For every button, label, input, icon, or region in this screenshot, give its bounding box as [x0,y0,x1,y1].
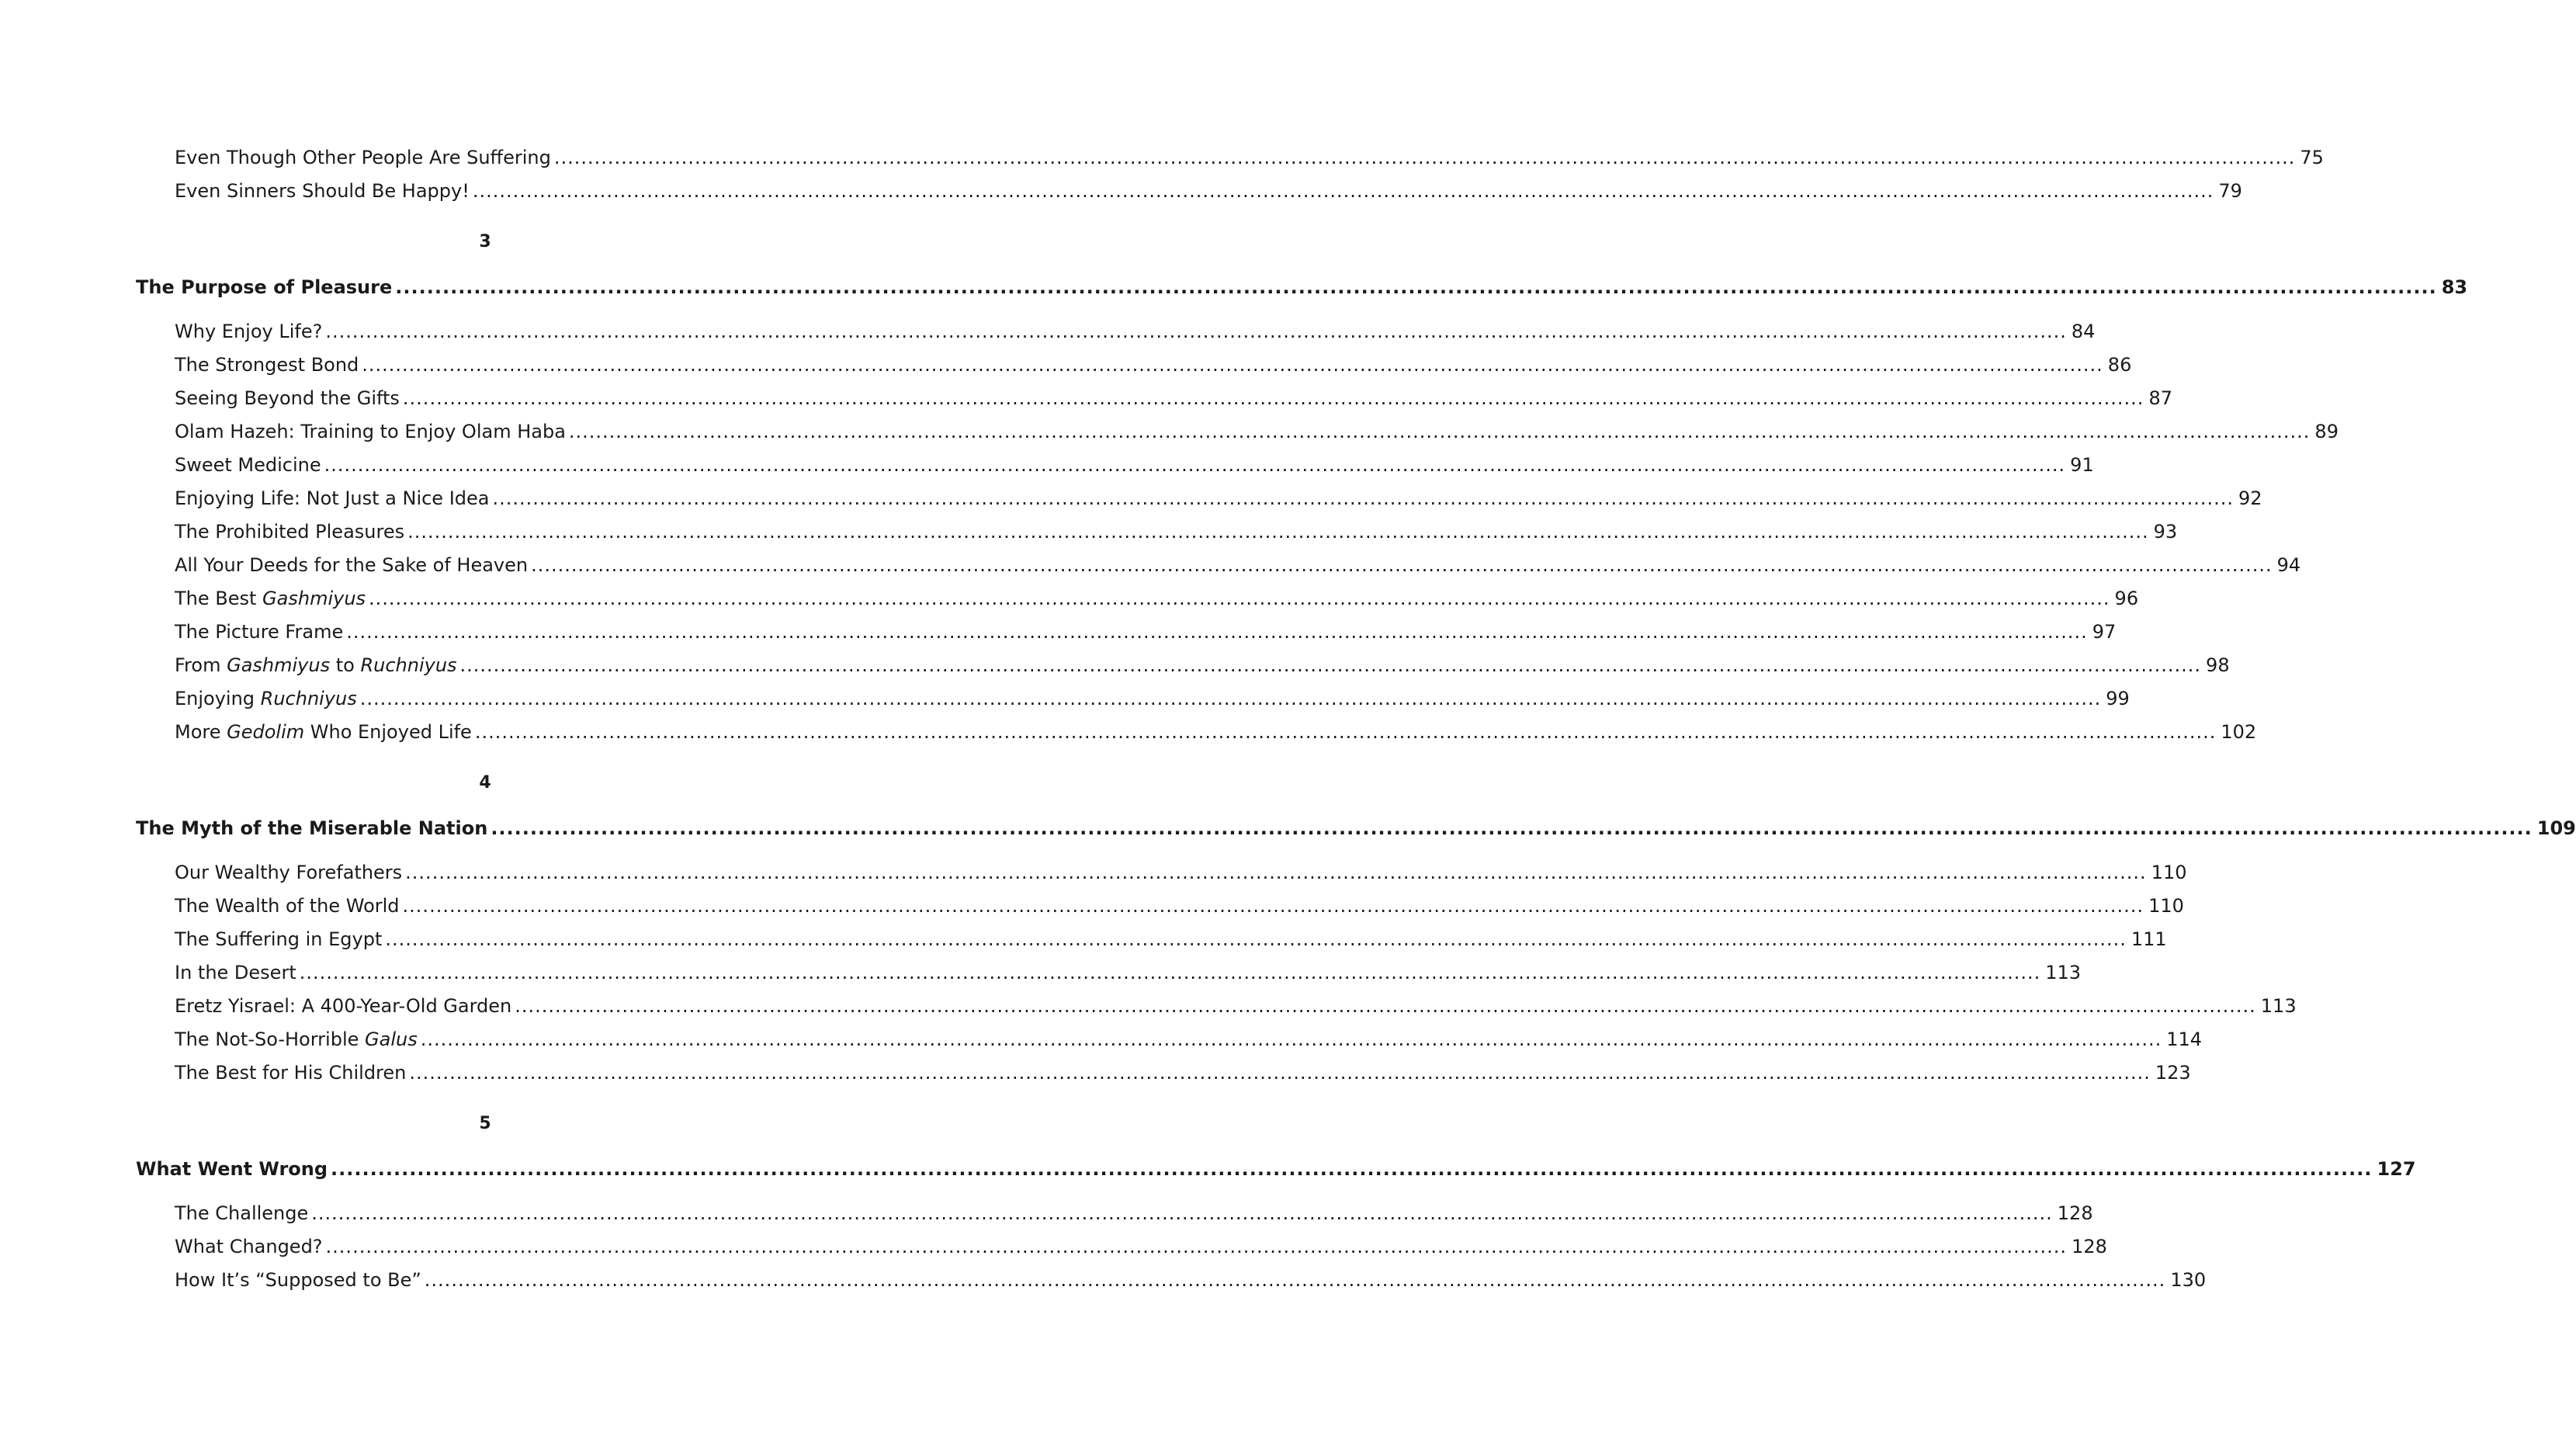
entry-title [175,585,366,612]
title-text: The Not-So-Horrible [175,1028,366,1050]
title-text: The Best [175,588,263,609]
toc-entry[interactable] [175,178,2242,204]
toc-chapter-entry[interactable] [136,815,2576,841]
title-text: What Changed? [175,1236,323,1257]
dot-leader: .................................................................................................................................................................................................................................................................... [311,1202,2053,1224]
entry-title [175,418,566,445]
entry-title [175,178,470,204]
entry-title [175,352,359,378]
page-number: 111 [2130,928,2167,950]
dot-leader: .................................................................................................................................................................................................................................................................... [359,688,2102,709]
entry-title [175,652,457,678]
entry-title [175,719,472,745]
toc-entry[interactable] [175,619,2117,645]
toc-entry[interactable] [175,1267,2207,1293]
toc-entry[interactable] [175,1060,2191,1086]
dot-leader: .................................................................................................................................................................................................................................................................... [553,147,2296,168]
page-number: 97 [2092,621,2117,643]
entry-title [175,485,489,512]
toc-entry[interactable] [175,1233,2107,1260]
dot-leader: .................................................................................................................................................................................................................................................................... [568,421,2311,442]
page-number: 110 [2148,895,2184,917]
entry-title [175,452,321,478]
toc-chapter-entry[interactable] [136,274,2468,300]
title-text: Even Sinners Should Be Happy! [175,180,470,202]
dot-leader: .................................................................................................................................................................................................................................................................... [385,928,2127,950]
title-text: Olam Hazeh: Training to Enjoy Olam Haba [175,421,566,442]
entry-title [175,619,343,645]
title-text: All Your Deeds for the Sake of Heaven [175,554,529,576]
entry-title [175,1200,308,1226]
dot-leader: .................................................................................................................................................................................................................................................................... [491,817,2533,839]
dot-leader: .................................................................................................................................................................................................................................................................... [459,654,2202,676]
dot-leader: .................................................................................................................................................................................................................................................................... [402,387,2144,409]
page-number: 79 [2218,180,2242,202]
entry-title [175,144,551,171]
dot-leader: .................................................................................................................................................................................................................................................................... [474,721,2217,743]
title-text: The Suffering in Egypt [175,928,383,950]
page-number: 110 [2151,862,2187,883]
dot-leader: .................................................................................................................................................................................................................................................................... [531,554,2273,576]
page-number: 83 [2441,276,2468,298]
italic-term: Ruchniyus [360,654,457,676]
italic-term: Gashmiyus [227,654,331,676]
dot-leader: .................................................................................................................................................................................................................................................................... [299,962,2041,983]
dot-leader: .................................................................................................................................................................................................................................................................... [409,1062,2151,1084]
title-text: Seeing Beyond the Gifts [175,387,400,409]
toc-entry[interactable] [175,893,2184,919]
dot-leader: .................................................................................................................................................................................................................................................................... [325,321,2067,342]
entry-title [175,893,400,919]
toc-entry[interactable] [175,1026,2203,1053]
page-number: 128 [2057,1202,2093,1224]
italic-term: Galus [365,1028,418,1050]
title-text: to [330,654,361,676]
toc-entry[interactable] [175,418,2339,445]
page-number: 86 [2107,354,2132,376]
toc-entry[interactable] [175,926,2167,952]
title-text: The Challenge [175,1202,309,1224]
dot-leader: .................................................................................................................................................................................................................................................................... [424,1269,2166,1291]
toc-entry[interactable] [175,1200,2093,1226]
dot-leader: .................................................................................................................................................................................................................................................................... [472,180,2214,202]
page-number: 102 [2221,721,2257,743]
page-number: 93 [2153,521,2178,543]
title-text: How It’s “Supposed to Be” [175,1269,421,1291]
dot-leader: .................................................................................................................................................................................................................................................................... [346,621,2088,643]
chapter-title: What Went Wrong [136,1158,328,1180]
title-text: Even Though Other People Are Suffering [175,147,551,168]
page-number: 96 [2114,588,2139,609]
page-number: 75 [2300,147,2324,168]
title-text: The Prohibited Pleasures [175,521,405,543]
page-number: 91 [2070,454,2094,476]
title-text: Sweet Medicine [175,454,321,476]
page-number: 114 [2166,1028,2203,1050]
page-number: 98 [2206,654,2230,676]
title-text: Why Enjoy Life? [175,321,323,342]
chapter-number: 4 [479,773,491,793]
entry-title [175,519,404,545]
page-number: 130 [2170,1269,2207,1291]
italic-term: Ruchniyus [260,688,357,709]
page-number: 92 [2238,487,2262,509]
toc-entry[interactable] [175,859,2187,886]
title-text: In the Desert [175,962,296,983]
dot-leader: .................................................................................................................................................................................................................................................................... [515,995,2256,1017]
dot-leader: .................................................................................................................................................................................................................................................................... [420,1028,2162,1050]
entry-title [175,685,357,712]
dot-leader: .................................................................................................................................................................................................................................................................... [324,454,2066,476]
dot-leader: .................................................................................................................................................................................................................................................................... [362,354,2103,376]
dot-leader: .................................................................................................................................................................................................................................................................... [325,1236,2068,1257]
title-text: Who Enjoyed Life [304,721,472,743]
dot-leader: .................................................................................................................................................................................................................................................................... [331,1158,2373,1180]
page-number: 109 [2536,817,2576,839]
toc-entry[interactable] [175,552,2301,578]
dot-leader: .................................................................................................................................................................................................................................................................... [492,487,2234,509]
entry-title [175,859,402,886]
entry-title [175,318,322,345]
toc-entry[interactable] [175,385,2172,411]
toc-entry[interactable] [175,144,2324,171]
title-text: The Picture Frame [175,621,344,643]
entry-title [175,552,528,578]
dot-leader: .................................................................................................................................................................................................................................................................... [407,521,2149,543]
title-text: Eretz Yisrael: A 400-Year-Old Garden [175,995,512,1017]
toc-entry[interactable] [175,519,2178,545]
entry-title [175,926,382,952]
italic-term: Gedolim [227,721,305,743]
title-text: The Best for His Children [175,1062,407,1084]
toc-entry[interactable] [175,485,2262,512]
chapter-title: The Myth of the Miserable Nation [136,817,488,839]
entry-title [175,1267,421,1293]
toc-entry[interactable] [175,352,2132,378]
page-number: 99 [2106,688,2130,709]
page-number: 123 [2155,1062,2191,1084]
title-text: Enjoying Life: Not Just a Nice Idea [175,487,490,509]
title-text: From [175,654,227,676]
entry-title [175,1026,418,1053]
toc-entry[interactable] [175,993,2297,1019]
italic-term: Gashmiyus [262,588,366,609]
chapter-number: 5 [479,1114,491,1133]
entry-title [175,1233,323,1260]
toc-entry[interactable] [175,318,2096,345]
page-number: 89 [2314,421,2339,442]
title-text: More [175,721,227,743]
title-text: The Strongest Bond [175,354,359,376]
toc-chapter-entry[interactable] [136,1156,2416,1182]
entry-title [175,385,400,411]
page-number: 84 [2071,321,2096,342]
page-number: 113 [2260,995,2297,1017]
entry-title [175,1060,406,1086]
toc-entry[interactable] [175,452,2094,478]
page-number: 128 [2072,1236,2107,1257]
toc-entry[interactable] [175,585,2139,612]
dot-leader: .................................................................................................................................................................................................................................................................... [402,895,2144,917]
chapter-title: The Purpose of Pleasure [136,276,393,298]
toc-entry[interactable] [175,959,2082,986]
toc-entry[interactable] [175,685,2130,712]
title-text: Our Wealthy Forefathers [175,862,403,883]
toc-entry[interactable] [175,652,2230,678]
page-number: 87 [2148,387,2172,409]
entry-title [175,993,511,1019]
toc-entry[interactable] [175,719,2257,745]
chapter-number: 3 [479,232,491,251]
entry-title [175,959,296,986]
title-text: The Wealth of the World [175,895,400,917]
title-text: Enjoying [175,688,261,709]
dot-leader: .................................................................................................................................................................................................................................................................... [395,276,2437,298]
dot-leader: .................................................................................................................................................................................................................................................................... [405,862,2147,883]
page-number: 127 [2377,1158,2416,1180]
dot-leader: .................................................................................................................................................................................................................................................................... [369,588,2110,609]
page-number: 94 [2276,554,2301,576]
page-number: 113 [2045,962,2082,983]
